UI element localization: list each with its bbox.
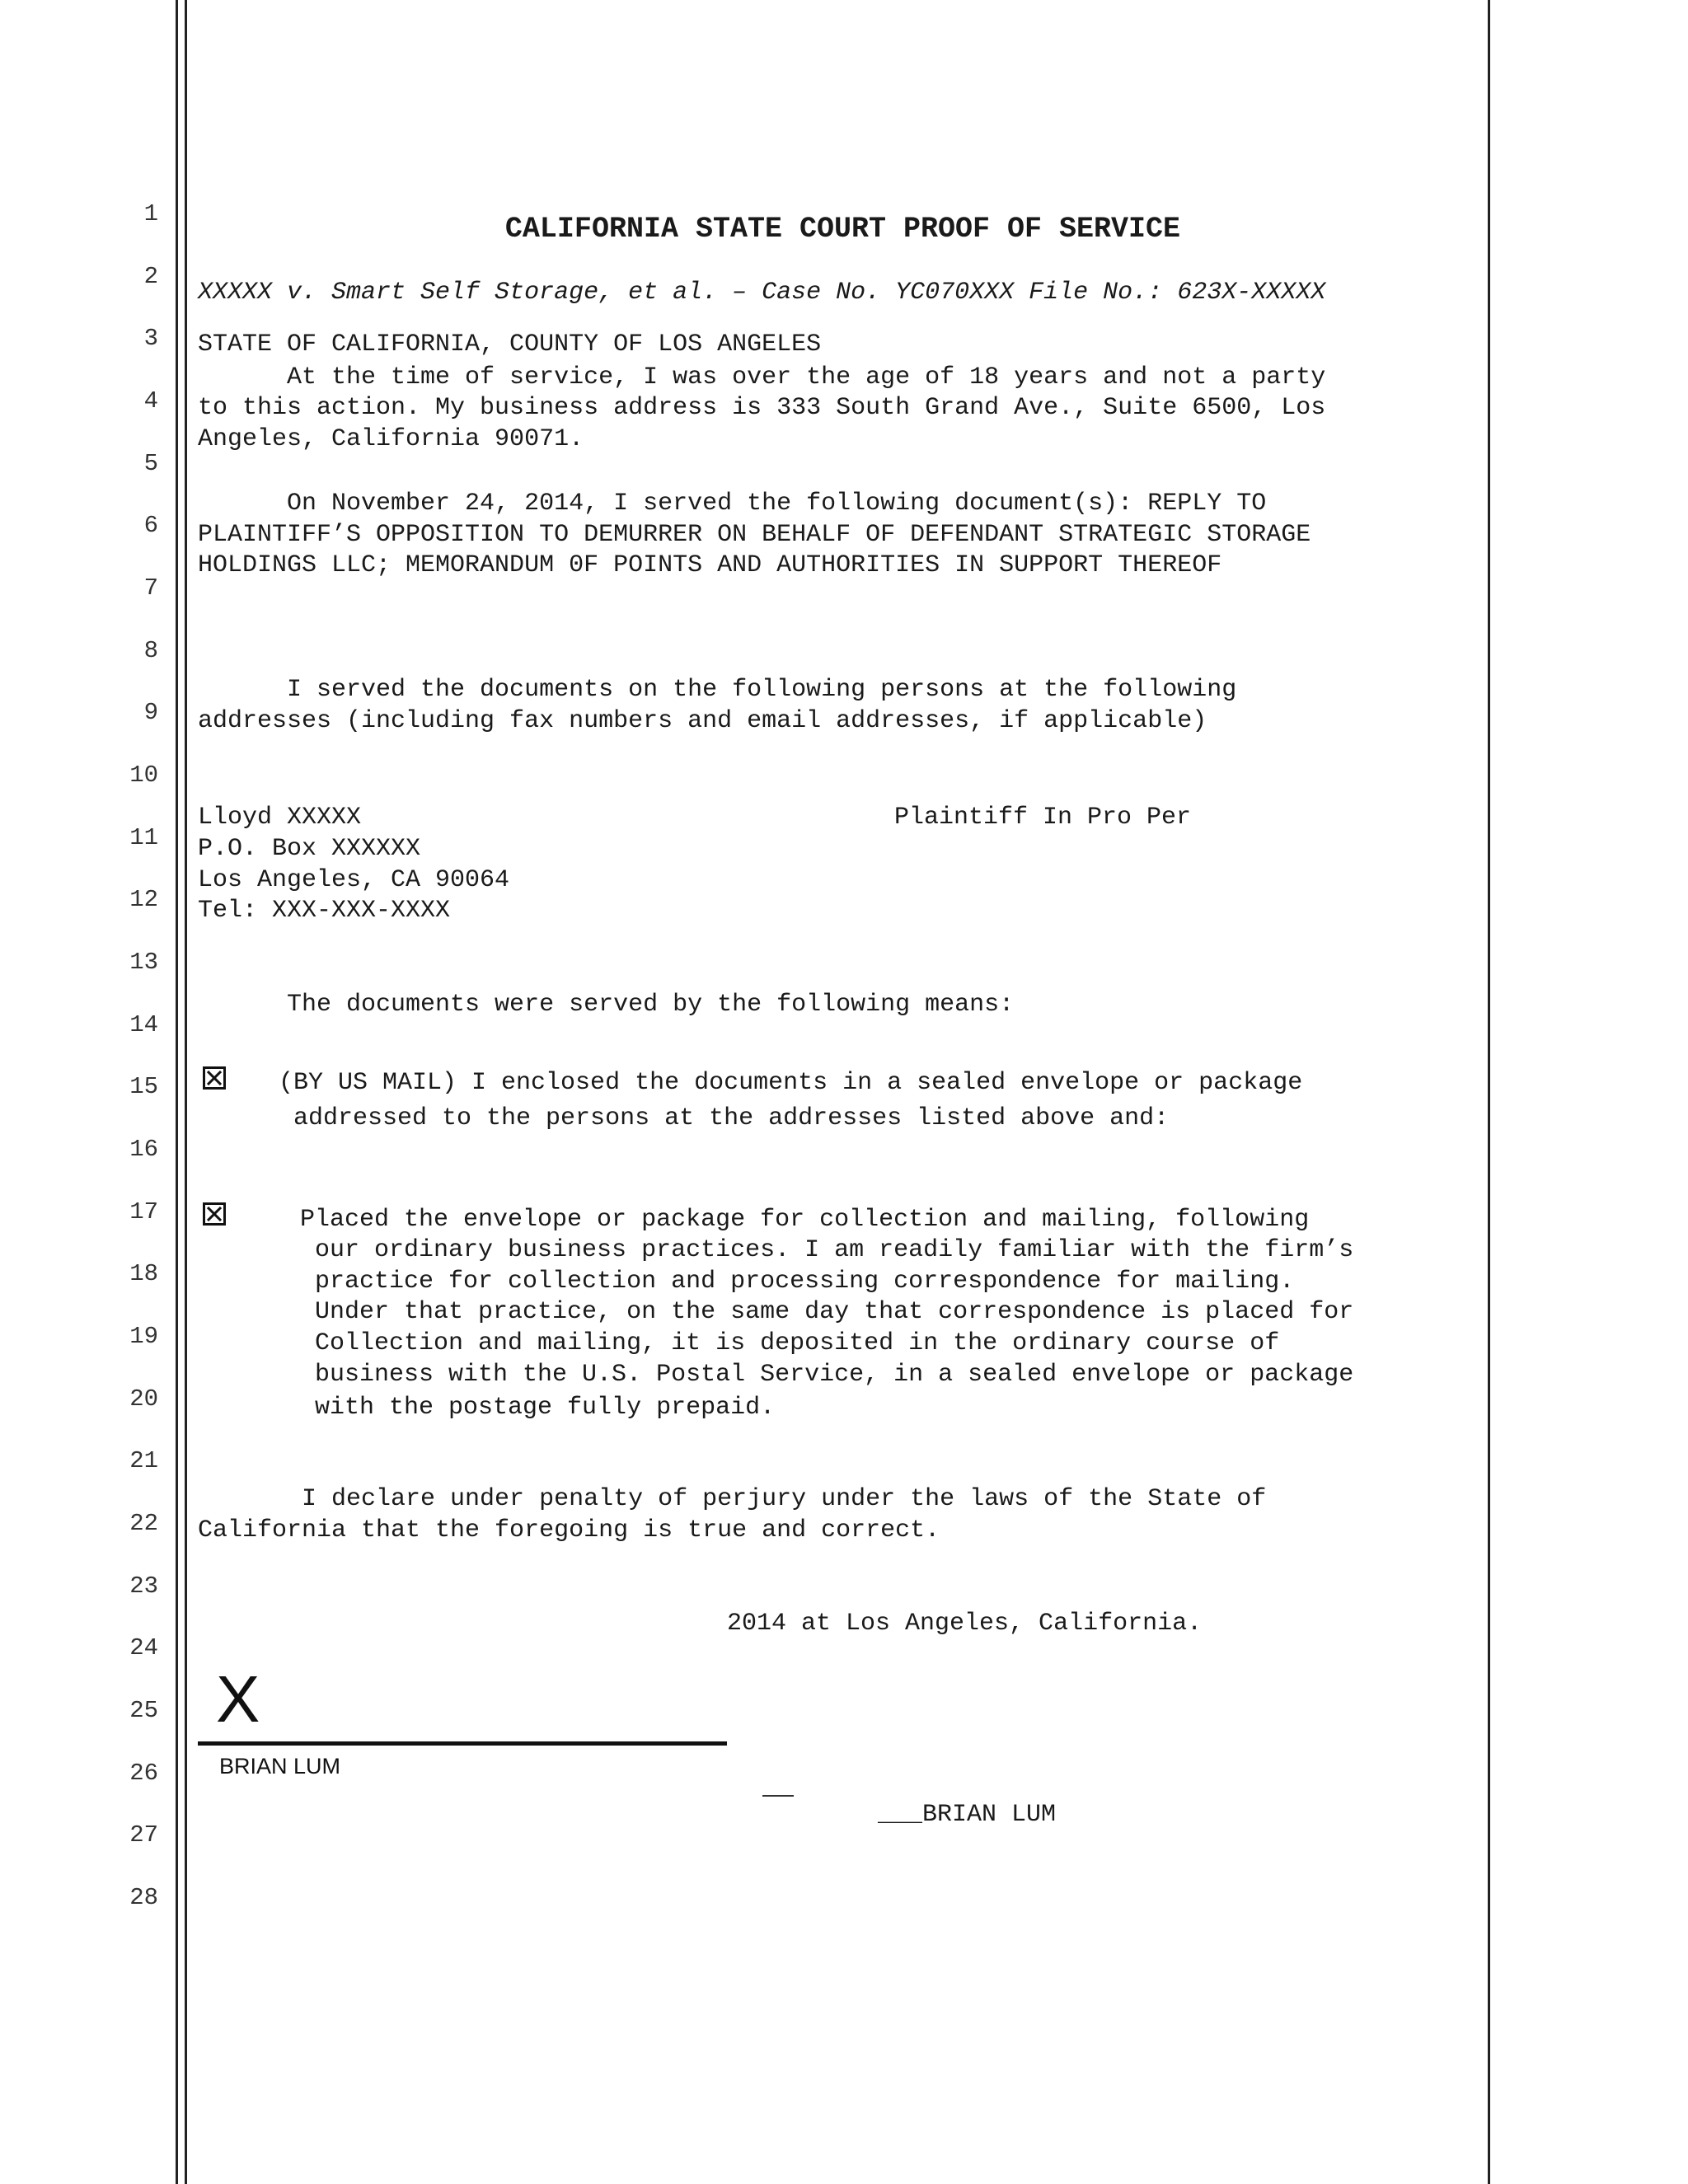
recipient-line: Los Angeles, CA 90064 xyxy=(198,866,510,894)
option-line: Under that practice, on the same day that correspondence is placed for xyxy=(300,1298,1354,1326)
option-line: our ordinary business practices. I am readily familiar with the firm’s xyxy=(300,1236,1354,1264)
recipient-line: Tel: XXX-XXX-XXXX xyxy=(198,897,451,925)
signer-name: BRIAN LUM xyxy=(219,1754,341,1779)
line-number: 9 xyxy=(143,699,158,726)
paragraph-line: I declare under penalty of perjury under the laws of the State of xyxy=(198,1485,1267,1513)
line-number: 24 xyxy=(129,1634,158,1661)
service-means-intro: The documents were served by the following means: xyxy=(198,991,1015,1019)
venue-line: STATE OF CALIFORNIA, COUNTY OF LOS ANGELES xyxy=(198,330,822,359)
option-line: business with the U.S. Postal Service, in a sealed envelope or package xyxy=(300,1361,1354,1389)
line-number: 7 xyxy=(143,574,158,602)
option-line: addressed to the persons at the addresses listed above and: xyxy=(279,1104,1170,1132)
line-number: 18 xyxy=(129,1260,158,1287)
collection-checkbox[interactable] xyxy=(203,1202,226,1226)
blank-underline xyxy=(762,1795,794,1797)
option-line: Collection and mailing, it is deposited in the ordinary course of xyxy=(300,1329,1280,1357)
case-caption: XXXXX v. Smart Self Storage, et al. – Case No. YC070XXX File No.: 623X-XXXXX xyxy=(198,279,1326,307)
line-number: 17 xyxy=(129,1198,158,1226)
line-number: 3 xyxy=(143,325,158,352)
recipient-line: P.O. Box XXXXXX xyxy=(198,835,421,863)
paragraph-line: PLAINTIFF’S OPPOSITION TO DEMURRER ON BEHALF OF DEFENDANT STRATEGIC STORAGE xyxy=(198,521,1311,549)
left-margin-rule-outer xyxy=(176,0,178,2184)
line-number: 4 xyxy=(143,387,158,415)
option-line: (BY US MAIL) I enclosed the documents in a sealed envelope or package xyxy=(279,1069,1303,1097)
line-number: 15 xyxy=(129,1073,158,1100)
signature-mark: X xyxy=(216,1662,260,1736)
line-number: 28 xyxy=(129,1884,158,1911)
left-margin-rule-inner xyxy=(185,0,187,2184)
paragraph-line: I served the documents on the following persons at the following xyxy=(198,676,1237,704)
line-number: 22 xyxy=(129,1510,158,1537)
checked-x-icon xyxy=(207,1071,222,1085)
line-number: 13 xyxy=(129,949,158,976)
checked-x-icon xyxy=(207,1207,222,1221)
paragraph-line: Angeles, California 90071. xyxy=(198,425,584,453)
line-number: 8 xyxy=(143,637,158,664)
execution-date-line: 2014 at Los Angeles, California. xyxy=(727,1610,1203,1638)
paragraph-line: On November 24, 2014, I served the following document(s): REPLY TO xyxy=(198,490,1267,518)
printed-name: ___BRIAN LUM xyxy=(878,1801,1057,1829)
line-number: 16 xyxy=(129,1136,158,1163)
line-number: 11 xyxy=(129,824,158,851)
paragraph-line: At the time of service, I was over the age of 18 years and not a party xyxy=(198,363,1326,391)
line-number: 14 xyxy=(129,1011,158,1038)
line-number: 25 xyxy=(129,1697,158,1724)
line-number: 23 xyxy=(129,1572,158,1600)
line-number: 21 xyxy=(129,1447,158,1474)
line-number: 20 xyxy=(129,1385,158,1413)
option-line: practice for collection and processing correspondence for mailing. xyxy=(300,1268,1295,1296)
paragraph-line: HOLDINGS LLC; MEMORANDUM 0F POINTS AND AUTHORITIES IN SUPPORT THEREOF xyxy=(198,551,1222,579)
paragraph-line: addresses (including fax numbers and email addresses, if applicable) xyxy=(198,707,1207,735)
line-number: 6 xyxy=(143,512,158,539)
line-number: 12 xyxy=(129,886,158,913)
mail-checkbox[interactable] xyxy=(203,1066,226,1090)
signature-line xyxy=(198,1741,727,1746)
recipient-role: Plaintiff In Pro Per xyxy=(894,804,1192,832)
paragraph-line: to this action. My business address is 333 South Grand Ave., Suite 6500, Los xyxy=(198,394,1326,422)
line-number: 27 xyxy=(129,1821,158,1849)
line-number: 5 xyxy=(143,450,158,477)
paragraph-line: California that the foregoing is true and correct. xyxy=(198,1516,940,1544)
option-line: with the postage fully prepaid. xyxy=(300,1394,776,1422)
line-number: 26 xyxy=(129,1760,158,1787)
document-title: CALIFORNIA STATE COURT PROOF OF SERVICE xyxy=(504,213,1181,246)
option-line: Placed the envelope or package for collection and mailing, following xyxy=(300,1206,1310,1234)
right-margin-rule xyxy=(1488,0,1490,2184)
line-number: 2 xyxy=(143,263,158,290)
recipient-line: Lloyd XXXXX xyxy=(198,804,362,832)
line-number: 10 xyxy=(129,762,158,789)
line-number: 1 xyxy=(143,200,158,227)
line-number: 19 xyxy=(129,1323,158,1350)
